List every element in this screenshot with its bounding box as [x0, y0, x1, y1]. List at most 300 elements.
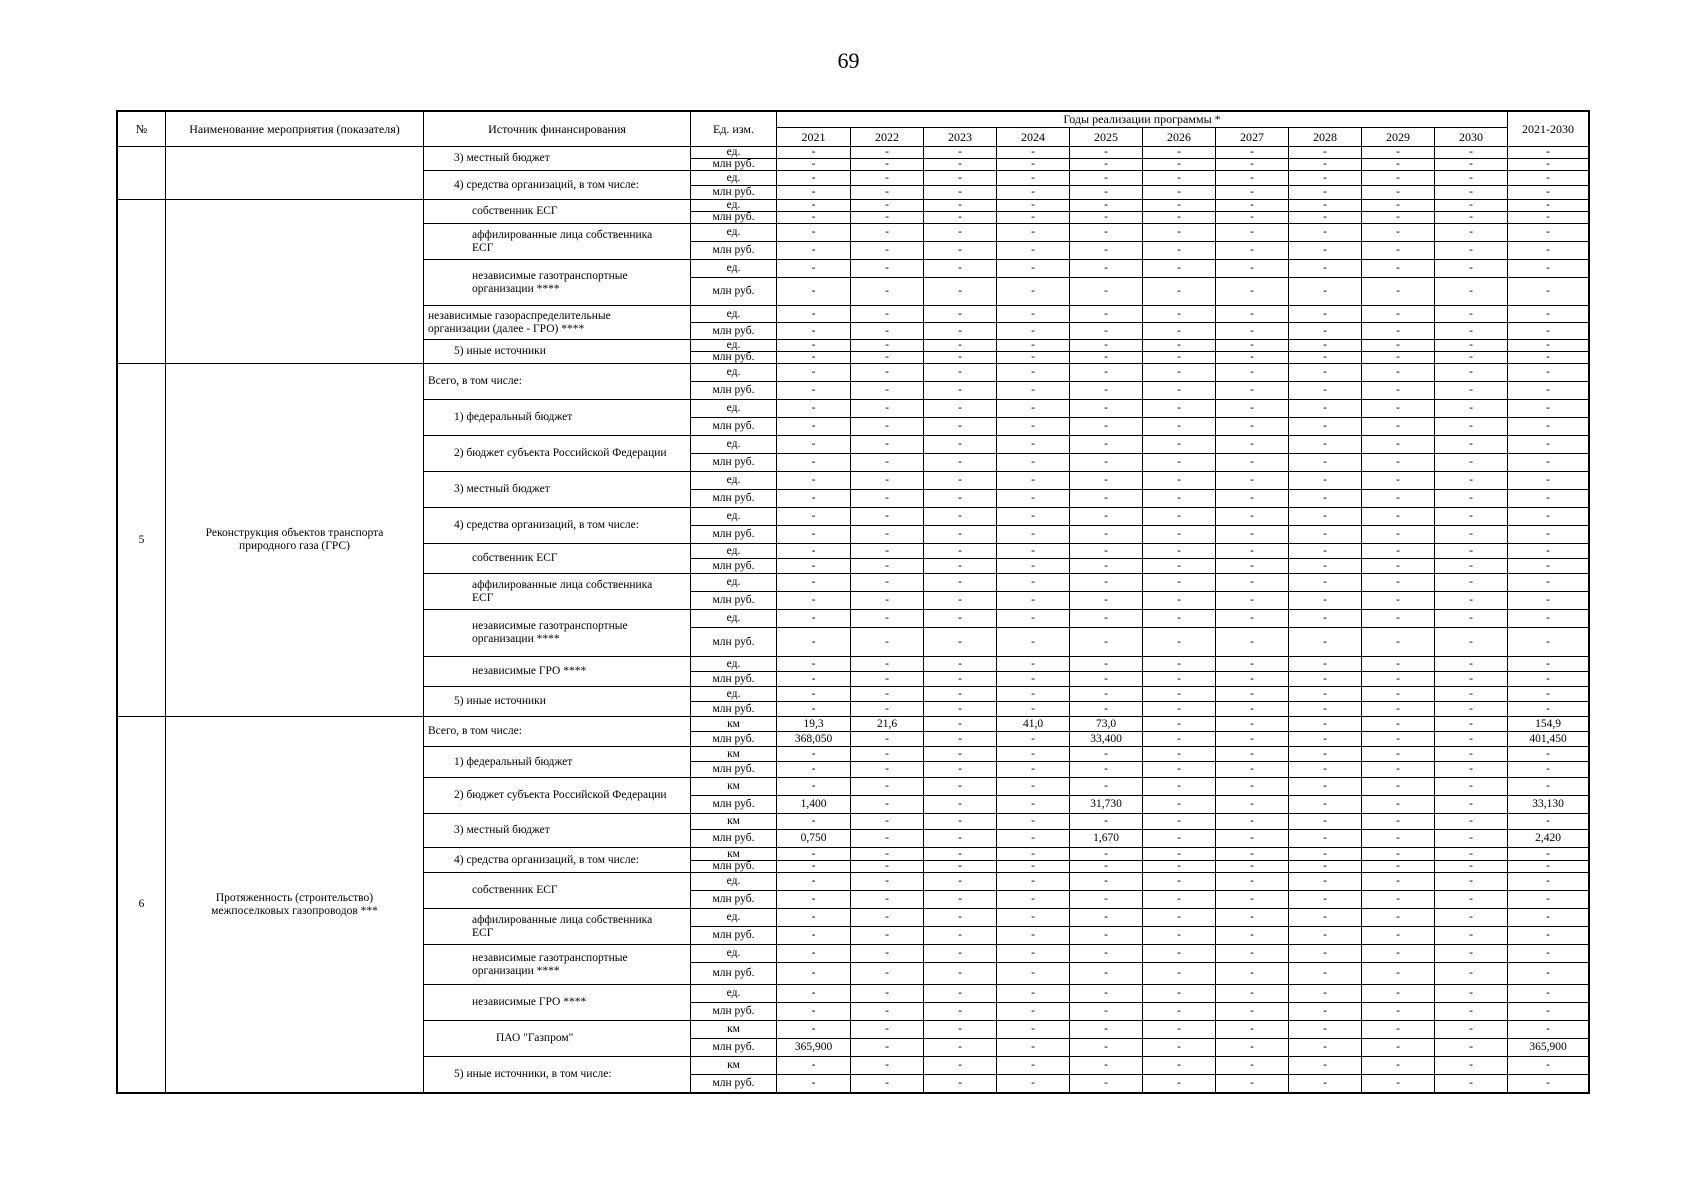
- row-number: [116, 199, 165, 363]
- value-cell: -: [1069, 435, 1142, 453]
- value-cell: -: [1434, 543, 1507, 558]
- value-cell: -: [1288, 627, 1361, 656]
- value-cell: -: [1288, 259, 1361, 277]
- value-cell: -: [923, 351, 996, 363]
- total-cell: -: [1507, 984, 1590, 1002]
- unit-cell: млн руб.: [690, 860, 776, 872]
- value-cell: -: [1215, 926, 1288, 944]
- value-cell: -: [1434, 573, 1507, 591]
- value-cell: -: [776, 1020, 850, 1038]
- unit-cell: млн руб.: [690, 1074, 776, 1092]
- value-cell: -: [1288, 761, 1361, 777]
- value-cell: -: [1361, 525, 1434, 543]
- value-cell: -: [1434, 731, 1507, 746]
- value-cell: -: [1142, 686, 1215, 701]
- value-cell: -: [1215, 686, 1288, 701]
- value-cell: -: [1361, 777, 1434, 795]
- value-cell: -: [1069, 543, 1142, 558]
- value-cell: -: [776, 746, 850, 761]
- value-cell: -: [1288, 381, 1361, 399]
- value-cell: -: [850, 507, 923, 525]
- value-cell: -: [923, 795, 996, 813]
- value-cell: -: [776, 872, 850, 890]
- value-cell: -: [923, 777, 996, 795]
- value-cell: -: [1288, 701, 1361, 716]
- value-cell: -: [996, 223, 1069, 241]
- total-cell: -: [1507, 199, 1590, 211]
- header-year: 2029: [1361, 127, 1434, 146]
- value-cell: 0,750: [776, 829, 850, 847]
- value-cell: -: [850, 656, 923, 671]
- value-cell: -: [1142, 671, 1215, 686]
- value-cell: -: [776, 146, 850, 158]
- total-cell: -: [1507, 813, 1590, 829]
- value-cell: -: [1142, 890, 1215, 908]
- total-cell: -: [1507, 259, 1590, 277]
- value-cell: -: [1142, 305, 1215, 322]
- unit-cell: млн руб.: [690, 627, 776, 656]
- value-cell: -: [923, 525, 996, 543]
- funding-source: независимые газотранспортные организации ****: [423, 944, 690, 984]
- total-cell: -: [1507, 381, 1590, 399]
- value-cell: -: [1361, 381, 1434, 399]
- value-cell: -: [1142, 926, 1215, 944]
- value-cell: -: [923, 241, 996, 259]
- value-cell: -: [1142, 241, 1215, 259]
- unit-cell: млн руб.: [690, 525, 776, 543]
- value-cell: -: [1434, 471, 1507, 489]
- value-cell: -: [1288, 199, 1361, 211]
- unit-cell: ед.: [690, 435, 776, 453]
- value-cell: -: [1142, 507, 1215, 525]
- value-cell: -: [1142, 777, 1215, 795]
- value-cell: -: [1361, 746, 1434, 761]
- value-cell: -: [1069, 872, 1142, 890]
- table-bottom-border: [116, 1092, 1590, 1094]
- value-cell: -: [923, 322, 996, 339]
- value-cell: 21,6: [850, 716, 923, 731]
- value-cell: -: [996, 944, 1069, 962]
- value-cell: -: [1215, 656, 1288, 671]
- total-cell: -: [1507, 777, 1590, 795]
- unit-cell: ед.: [690, 399, 776, 417]
- total-cell: -: [1507, 543, 1590, 558]
- value-cell: -: [1288, 944, 1361, 962]
- value-cell: -: [1142, 1038, 1215, 1056]
- total-cell: -: [1507, 1074, 1590, 1092]
- value-cell: -: [1288, 609, 1361, 627]
- value-cell: -: [1215, 525, 1288, 543]
- value-cell: -: [1288, 731, 1361, 746]
- value-cell: -: [1069, 417, 1142, 435]
- value-cell: -: [996, 686, 1069, 701]
- value-cell: -: [1142, 872, 1215, 890]
- unit-cell: ед.: [690, 199, 776, 211]
- value-cell: -: [1215, 170, 1288, 185]
- value-cell: -: [1361, 241, 1434, 259]
- unit-cell: млн руб.: [690, 381, 776, 399]
- value-cell: -: [1069, 591, 1142, 609]
- value-cell: -: [850, 322, 923, 339]
- value-cell: -: [1361, 351, 1434, 363]
- value-cell: -: [1215, 591, 1288, 609]
- total-cell: 33,130: [1507, 795, 1590, 813]
- value-cell: -: [850, 453, 923, 471]
- value-cell: -: [1069, 1074, 1142, 1092]
- value-cell: -: [1215, 847, 1288, 860]
- value-cell: -: [850, 211, 923, 223]
- value-cell: -: [1434, 761, 1507, 777]
- value-cell: -: [923, 908, 996, 926]
- value-cell: -: [1215, 241, 1288, 259]
- unit-cell: млн руб.: [690, 211, 776, 223]
- value-cell: -: [923, 890, 996, 908]
- value-cell: -: [1361, 716, 1434, 731]
- total-cell: -: [1507, 351, 1590, 363]
- header-num: №: [116, 110, 165, 146]
- value-cell: -: [1069, 686, 1142, 701]
- total-cell: -: [1507, 223, 1590, 241]
- unit-cell: млн руб.: [690, 185, 776, 199]
- value-cell: -: [1069, 1002, 1142, 1020]
- value-cell: -: [1361, 573, 1434, 591]
- value-cell: -: [1069, 211, 1142, 223]
- value-cell: -: [1069, 962, 1142, 984]
- value-cell: -: [1215, 211, 1288, 223]
- value-cell: -: [1215, 860, 1288, 872]
- funding-source: независимые газотранспортные организации ****: [423, 259, 690, 305]
- value-cell: -: [776, 363, 850, 381]
- value-cell: -: [1361, 223, 1434, 241]
- value-cell: -: [1142, 847, 1215, 860]
- value-cell: -: [1142, 322, 1215, 339]
- value-cell: -: [923, 591, 996, 609]
- value-cell: -: [996, 146, 1069, 158]
- value-cell: -: [1361, 761, 1434, 777]
- value-cell: -: [776, 525, 850, 543]
- value-cell: -: [850, 471, 923, 489]
- value-cell: -: [923, 435, 996, 453]
- value-cell: -: [1288, 908, 1361, 926]
- value-cell: -: [1288, 185, 1361, 199]
- value-cell: -: [776, 211, 850, 223]
- value-cell: -: [1361, 322, 1434, 339]
- value-cell: -: [996, 591, 1069, 609]
- value-cell: -: [923, 847, 996, 860]
- value-cell: -: [1069, 241, 1142, 259]
- value-cell: -: [923, 656, 996, 671]
- value-cell: -: [923, 199, 996, 211]
- unit-cell: км: [690, 847, 776, 860]
- value-cell: -: [1361, 211, 1434, 223]
- value-cell: -: [776, 761, 850, 777]
- value-cell: -: [1434, 435, 1507, 453]
- value-cell: -: [996, 453, 1069, 471]
- unit-cell: млн руб.: [690, 591, 776, 609]
- value-cell: -: [1288, 211, 1361, 223]
- value-cell: -: [776, 507, 850, 525]
- value-cell: -: [1215, 363, 1288, 381]
- value-cell: -: [1142, 158, 1215, 170]
- value-cell: -: [1288, 746, 1361, 761]
- value-cell: -: [1288, 322, 1361, 339]
- value-cell: -: [850, 746, 923, 761]
- value-cell: -: [923, 381, 996, 399]
- header-year: 2028: [1288, 127, 1361, 146]
- value-cell: -: [1142, 962, 1215, 984]
- value-cell: -: [1215, 259, 1288, 277]
- value-cell: -: [923, 211, 996, 223]
- value-cell: -: [1361, 860, 1434, 872]
- value-cell: -: [923, 223, 996, 241]
- value-cell: -: [776, 701, 850, 716]
- value-cell: -: [776, 591, 850, 609]
- value-cell: 31,730: [1069, 795, 1142, 813]
- value-cell: -: [1434, 223, 1507, 241]
- value-cell: -: [923, 185, 996, 199]
- value-cell: -: [1361, 1074, 1434, 1092]
- total-cell: -: [1507, 277, 1590, 305]
- unit-cell: млн руб.: [690, 241, 776, 259]
- value-cell: -: [1288, 573, 1361, 591]
- value-cell: -: [1142, 146, 1215, 158]
- measure-name: Реконструкция объектов транспорта природного газа (ГРС): [165, 363, 423, 716]
- value-cell: -: [1434, 199, 1507, 211]
- value-cell: -: [1361, 686, 1434, 701]
- total-cell: -: [1507, 1056, 1590, 1074]
- value-cell: -: [1288, 847, 1361, 860]
- value-cell: -: [1215, 701, 1288, 716]
- value-cell: -: [850, 558, 923, 573]
- total-cell: 401,450: [1507, 731, 1590, 746]
- value-cell: -: [996, 351, 1069, 363]
- value-cell: -: [996, 890, 1069, 908]
- total-cell: -: [1507, 847, 1590, 860]
- total-cell: -: [1507, 525, 1590, 543]
- value-cell: -: [1288, 829, 1361, 847]
- funding-source: 3) местный бюджет: [423, 146, 690, 170]
- value-cell: -: [850, 170, 923, 185]
- value-cell: -: [996, 381, 1069, 399]
- value-cell: -: [996, 962, 1069, 984]
- value-cell: -: [923, 962, 996, 984]
- value-cell: -: [850, 543, 923, 558]
- total-cell: -: [1507, 962, 1590, 984]
- unit-cell: млн руб.: [690, 890, 776, 908]
- value-cell: -: [776, 322, 850, 339]
- value-cell: -: [1069, 984, 1142, 1002]
- value-cell: -: [776, 223, 850, 241]
- value-cell: -: [1434, 146, 1507, 158]
- value-cell: -: [1215, 471, 1288, 489]
- total-cell: -: [1507, 656, 1590, 671]
- value-cell: -: [923, 926, 996, 944]
- header-year: 2030: [1434, 127, 1507, 146]
- value-cell: -: [1361, 829, 1434, 847]
- value-cell: -: [1142, 716, 1215, 731]
- funding-source: 1) федеральный бюджет: [423, 746, 690, 777]
- value-cell: -: [1215, 908, 1288, 926]
- value-cell: -: [1069, 847, 1142, 860]
- value-cell: -: [1361, 908, 1434, 926]
- value-cell: -: [996, 339, 1069, 351]
- value-cell: -: [1069, 223, 1142, 241]
- value-cell: -: [850, 908, 923, 926]
- funding-source: независимые газотранспортные организации ****: [423, 609, 690, 656]
- measure-name: Протяженность (строительство) межпоселковых газопроводов ***: [165, 716, 423, 1092]
- unit-cell: ед.: [690, 259, 776, 277]
- value-cell: -: [776, 435, 850, 453]
- value-cell: -: [1142, 1074, 1215, 1092]
- value-cell: -: [1288, 890, 1361, 908]
- value-cell: -: [996, 795, 1069, 813]
- value-cell: -: [1215, 158, 1288, 170]
- header-year: 2025: [1069, 127, 1142, 146]
- value-cell: -: [1142, 381, 1215, 399]
- value-cell: -: [1361, 627, 1434, 656]
- total-cell: -: [1507, 627, 1590, 656]
- total-cell: -: [1507, 305, 1590, 322]
- value-cell: -: [1069, 890, 1142, 908]
- value-cell: -: [1069, 489, 1142, 507]
- value-cell: -: [1434, 962, 1507, 984]
- value-cell: -: [1434, 351, 1507, 363]
- value-cell: -: [1069, 860, 1142, 872]
- value-cell: -: [850, 363, 923, 381]
- funding-source: независимые газораспределительные организации (далее - ГРО) ****: [423, 305, 690, 339]
- unit-cell: млн руб.: [690, 829, 776, 847]
- header-year: 2021: [776, 127, 850, 146]
- value-cell: -: [1434, 305, 1507, 322]
- value-cell: -: [1069, 507, 1142, 525]
- value-cell: -: [1288, 363, 1361, 381]
- value-cell: -: [923, 543, 996, 558]
- value-cell: -: [1361, 656, 1434, 671]
- value-cell: -: [1361, 146, 1434, 158]
- value-cell: -: [1069, 170, 1142, 185]
- unit-cell: млн руб.: [690, 671, 776, 686]
- value-cell: -: [996, 847, 1069, 860]
- value-cell: -: [1142, 417, 1215, 435]
- funding-source: 5) иные источники: [423, 339, 690, 363]
- value-cell: -: [923, 829, 996, 847]
- unit-cell: ед.: [690, 223, 776, 241]
- unit-cell: млн руб.: [690, 701, 776, 716]
- value-cell: -: [1142, 453, 1215, 471]
- value-cell: -: [1069, 573, 1142, 591]
- value-cell: -: [776, 489, 850, 507]
- value-cell: -: [1215, 731, 1288, 746]
- value-cell: -: [1288, 241, 1361, 259]
- funding-source: 4) средства организаций, в том числе:: [423, 170, 690, 199]
- value-cell: -: [776, 609, 850, 627]
- value-cell: -: [996, 1056, 1069, 1074]
- value-cell: -: [1361, 671, 1434, 686]
- value-cell: -: [1288, 351, 1361, 363]
- value-cell: -: [996, 860, 1069, 872]
- value-cell: -: [1215, 1002, 1288, 1020]
- value-cell: -: [1288, 339, 1361, 351]
- unit-cell: ед.: [690, 146, 776, 158]
- value-cell: -: [1069, 525, 1142, 543]
- value-cell: -: [996, 241, 1069, 259]
- total-cell: -: [1507, 322, 1590, 339]
- unit-cell: ед.: [690, 363, 776, 381]
- value-cell: -: [996, 908, 1069, 926]
- unit-cell: км: [690, 1020, 776, 1038]
- value-cell: -: [1215, 399, 1288, 417]
- value-cell: -: [1361, 962, 1434, 984]
- value-cell: -: [850, 847, 923, 860]
- value-cell: -: [996, 471, 1069, 489]
- value-cell: -: [776, 908, 850, 926]
- value-cell: -: [996, 1074, 1069, 1092]
- total-cell: -: [1507, 591, 1590, 609]
- value-cell: -: [850, 241, 923, 259]
- value-cell: -: [1434, 277, 1507, 305]
- value-cell: -: [1361, 305, 1434, 322]
- value-cell: -: [776, 417, 850, 435]
- value-cell: -: [1142, 701, 1215, 716]
- value-cell: -: [996, 170, 1069, 185]
- unit-cell: ед.: [690, 305, 776, 322]
- value-cell: -: [996, 731, 1069, 746]
- total-cell: -: [1507, 761, 1590, 777]
- value-cell: -: [1434, 185, 1507, 199]
- value-cell: -: [996, 746, 1069, 761]
- value-cell: -: [1142, 944, 1215, 962]
- total-cell: -: [1507, 701, 1590, 716]
- unit-cell: млн руб.: [690, 558, 776, 573]
- value-cell: -: [1288, 1002, 1361, 1020]
- value-cell: 19,3: [776, 716, 850, 731]
- value-cell: -: [1069, 158, 1142, 170]
- value-cell: -: [1215, 609, 1288, 627]
- value-cell: -: [1434, 795, 1507, 813]
- value-cell: -: [1434, 381, 1507, 399]
- value-cell: -: [1215, 558, 1288, 573]
- value-cell: -: [923, 507, 996, 525]
- value-cell: -: [923, 872, 996, 890]
- value-cell: -: [1215, 185, 1288, 199]
- value-cell: -: [1434, 984, 1507, 1002]
- value-cell: -: [1069, 761, 1142, 777]
- value-cell: -: [1361, 507, 1434, 525]
- unit-cell: ед.: [690, 573, 776, 591]
- value-cell: -: [1142, 259, 1215, 277]
- value-cell: -: [850, 525, 923, 543]
- value-cell: -: [1215, 223, 1288, 241]
- value-cell: -: [1434, 716, 1507, 731]
- value-cell: -: [996, 399, 1069, 417]
- funding-source: 5) иные источники, в том числе:: [423, 1056, 690, 1092]
- value-cell: -: [1288, 926, 1361, 944]
- value-cell: -: [850, 146, 923, 158]
- value-cell: -: [996, 435, 1069, 453]
- unit-cell: км: [690, 777, 776, 795]
- value-cell: -: [923, 471, 996, 489]
- value-cell: -: [1288, 656, 1361, 671]
- value-cell: -: [923, 813, 996, 829]
- value-cell: -: [850, 926, 923, 944]
- value-cell: -: [923, 158, 996, 170]
- value-cell: -: [996, 813, 1069, 829]
- value-cell: -: [1434, 686, 1507, 701]
- value-cell: -: [776, 944, 850, 962]
- total-cell: -: [1507, 471, 1590, 489]
- value-cell: -: [1142, 908, 1215, 926]
- unit-cell: млн руб.: [690, 489, 776, 507]
